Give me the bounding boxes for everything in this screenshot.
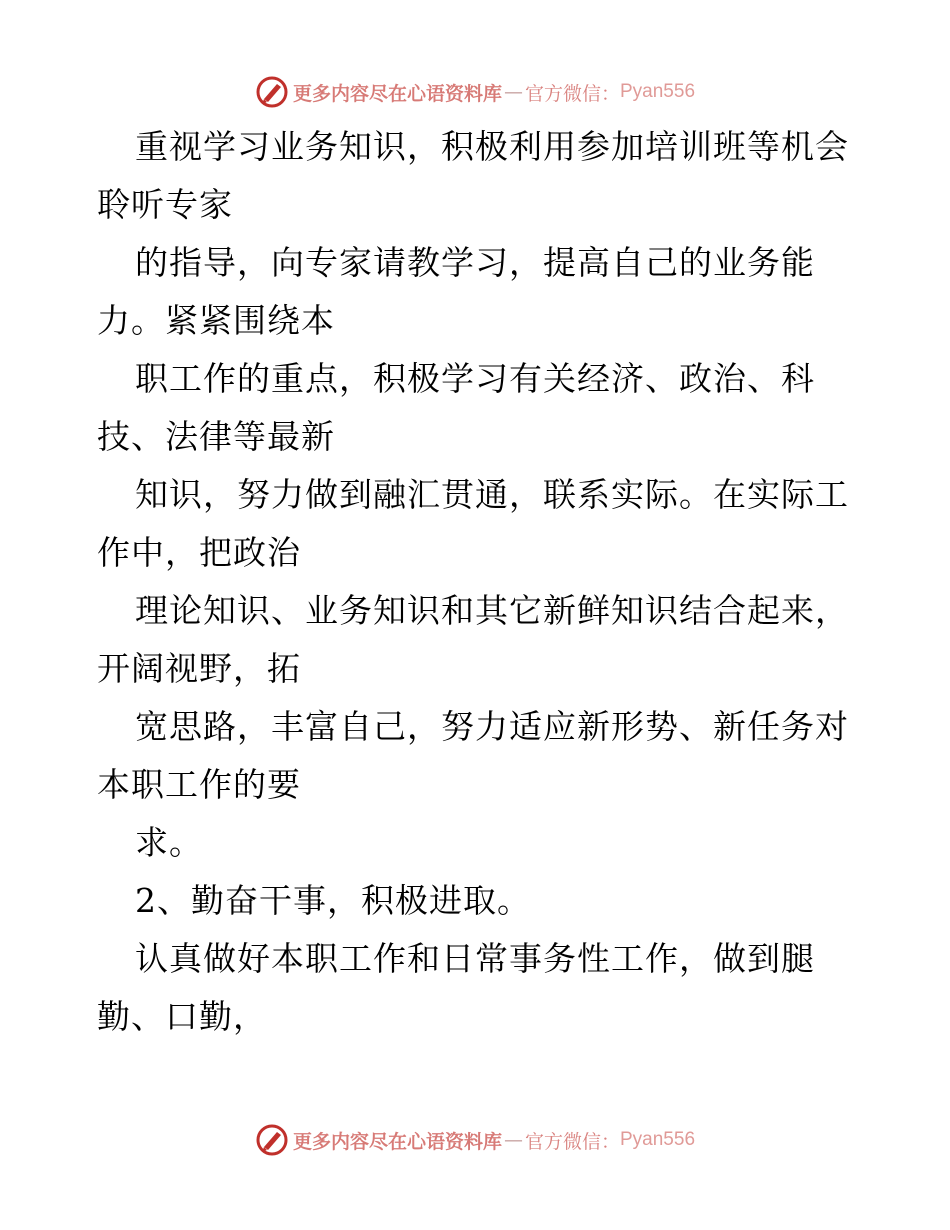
section-heading: 2、勤奋干事，积极进取。 xyxy=(135,881,531,920)
footer-site-text: 更多内容尽在心语资料库 xyxy=(292,1130,502,1153)
body-line: 作中，把政治 xyxy=(97,533,301,572)
body-line: 重视学习业务知识，积极利用参加培训班等机会 xyxy=(135,127,849,166)
header-wechat-id: Pyan556 xyxy=(620,81,696,102)
body-line: 宽思路，丰富自己，努力适应新形势、新任务对 xyxy=(135,707,849,746)
pen-logo-icon xyxy=(255,1123,289,1157)
body-line: 本职工作的要 xyxy=(97,765,301,804)
body-line: 理论知识、业务知识和其它新鲜知识结合起来， xyxy=(135,591,849,630)
footer-wechat-id: Pyan556 xyxy=(620,1129,696,1150)
body-line: 勤、口勤， xyxy=(97,997,267,1036)
footer-wechat-label: 官方微信： xyxy=(524,1130,620,1153)
footer-banner xyxy=(0,1120,950,1160)
body-line: 力。紧紧围绕本 xyxy=(97,301,335,340)
body-line: 职工作的重点，积极学习有关经济、政治、科 xyxy=(135,359,815,398)
body-line: 的指导，向专家请教学习，提高自己的业务能 xyxy=(135,243,815,282)
body-line: 开阔视野，拓 xyxy=(97,649,301,688)
pen-logo-icon xyxy=(255,75,289,109)
body-line: 求。 xyxy=(135,823,203,862)
header-site-text: 更多内容尽在心语资料库 xyxy=(292,82,502,105)
header-banner xyxy=(0,72,950,112)
footer-dash: — xyxy=(503,1129,523,1151)
body-line: 技、法律等最新 xyxy=(97,417,335,456)
header-wechat-label: 官方微信： xyxy=(524,82,620,105)
document-body xyxy=(97,118,857,1046)
header-dash: — xyxy=(503,81,523,103)
body-line: 知识，努力做到融汇贯通，联系实际。在实际工 xyxy=(135,475,849,514)
body-line: 聆听专家 xyxy=(97,185,233,224)
body-line: 认真做好本职工作和日常事务性工作，做到腿 xyxy=(135,939,815,978)
